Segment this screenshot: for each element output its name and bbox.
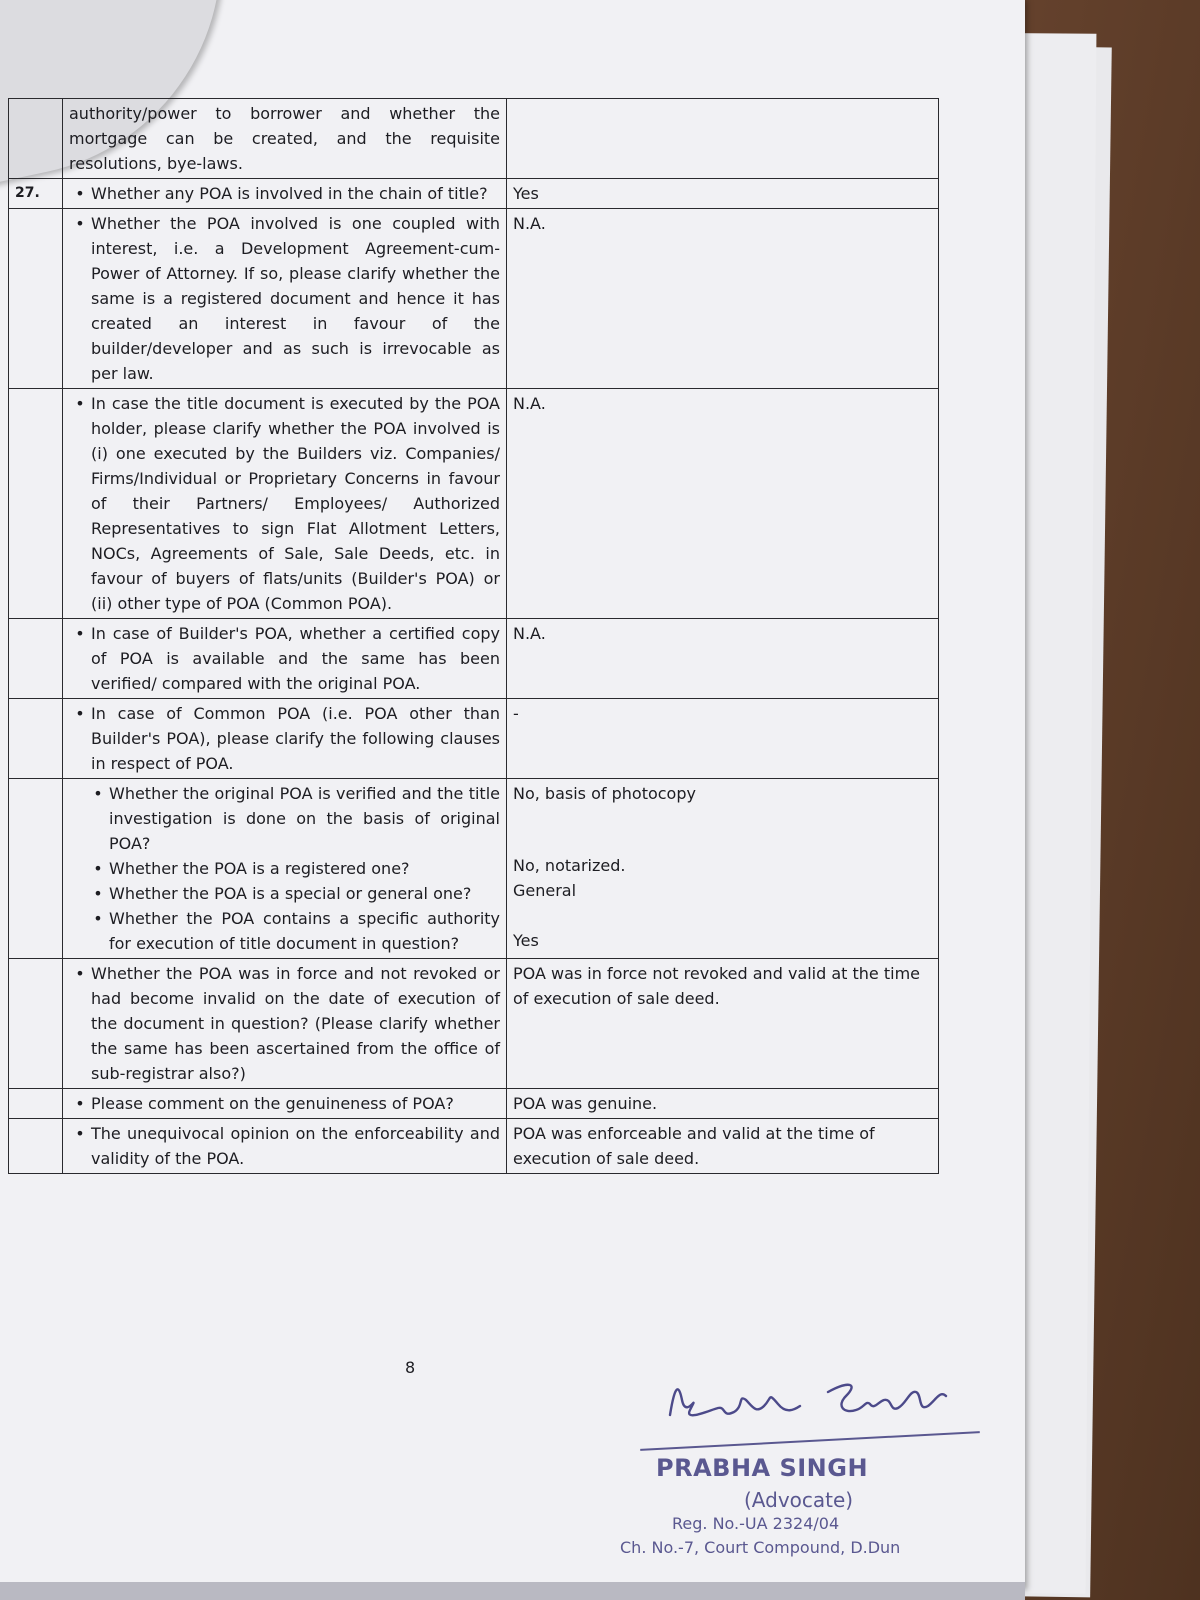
table-row: [9, 959, 939, 1089]
row-number: [9, 1089, 63, 1119]
bullet-icon: •: [75, 394, 85, 413]
sub-answer: Yes: [513, 931, 539, 950]
bullet-icon: •: [75, 184, 85, 203]
poa-checklist-table: [8, 98, 939, 1174]
answer-cell: -: [507, 699, 939, 779]
answer-cell: [507, 779, 939, 959]
row-number: [9, 99, 63, 179]
table-row: [9, 179, 939, 209]
row-number: [9, 209, 63, 389]
row-number: 27.: [9, 179, 63, 209]
question-cell: • Please comment on the genuineness of POA?: [63, 1089, 507, 1119]
stamp-name: PRABHA SINGH: [656, 1454, 869, 1482]
bullet-icon: •: [93, 859, 103, 878]
table-row: [9, 99, 939, 179]
answer-cell: N.A.: [507, 389, 939, 619]
bullet-icon: •: [93, 909, 103, 928]
signature-icon: [660, 1370, 960, 1440]
row-number: [9, 1119, 63, 1174]
bullet-icon: •: [75, 1124, 85, 1143]
question-cell: authority/power to borrower and whether the mortgage can be created, and the requisite resolutions, bye-laws.: [63, 99, 507, 179]
row-number: [9, 959, 63, 1089]
advocate-stamp: [620, 1370, 990, 1570]
page-below-edge: [0, 1582, 1025, 1600]
stamp-title: (Advocate): [744, 1488, 854, 1512]
answer-cell: POA was genuine.: [507, 1089, 939, 1119]
row-number: [9, 389, 63, 619]
bullet-icon: •: [75, 214, 85, 233]
sub-answer: General: [513, 881, 577, 900]
question-cell: • In case of Common POA (i.e. POA other than Builder's POA), please clarify the following clauses in respect of POA.: [63, 699, 507, 779]
question-cell: • The unequivocal opinion on the enforceability and validity of the POA.: [63, 1119, 507, 1174]
question-cell: • Whether the POA was in force and not revoked or had become invalid on the date of execution of the document in question? (Please clarify whether the same has been ascertained from the office of sub-registrar also?): [63, 959, 507, 1089]
stamp-registration: Reg. No.-UA 2324/04: [672, 1514, 840, 1533]
question-cell: • In case the title document is executed by the POA holder, please clarify whether the POA involved is (i) one executed by the Builders viz. Companies/ Firms/Individual or Proprietary Concerns in favour of their Partners/ Employees/ Authorized Representatives to sign Flat Allotment Letters, NOCs, Agreements of Sale, Sale Deeds, etc. in favour of buyers of flats/units (Builder's POA) or (ii) other type of POA (Common POA).: [63, 389, 507, 619]
stamp-address: Ch. No.-7, Court Compound, D.Dun: [620, 1538, 901, 1557]
question-cell: • Whether any POA is involved in the chain of title?: [63, 179, 507, 209]
table-row: [9, 619, 939, 699]
answer-cell: [507, 99, 939, 179]
row-number: [9, 779, 63, 959]
sub-answer: No, notarized.: [513, 856, 626, 875]
question-cell: • Whether the original POA is verified and the title investigation is done on the basis of original POA? • Whether the POA is a registered one? • Whether the POA is a special or general one? • Whether the POA contains a specific authority for execution of title document in question?: [63, 779, 507, 959]
answer-cell: N.A.: [507, 209, 939, 389]
answer-cell: POA was enforceable and valid at the time of execution of sale deed.: [507, 1119, 939, 1174]
bullet-icon: •: [75, 964, 85, 983]
bullet-icon: •: [75, 1094, 85, 1113]
table-row: [9, 389, 939, 619]
row-number: [9, 699, 63, 779]
answer-cell: Yes: [507, 179, 939, 209]
sub-answer: No, basis of photocopy: [513, 784, 696, 803]
bullet-icon: •: [93, 884, 103, 903]
question-cell: • In case of Builder's POA, whether a certified copy of POA is available and the same has been verified/ compared with the original POA.: [63, 619, 507, 699]
row-number: [9, 619, 63, 699]
bullet-icon: •: [93, 784, 103, 803]
question-cell: • Whether the POA involved is one coupled with interest, i.e. a Development Agreement-cum-Power of Attorney. If so, please clarify whether the same is a registered document and hence it has created an interest in favour of the builder/developer and as such is irrevocable as per law.: [63, 209, 507, 389]
table-row: [9, 209, 939, 389]
table-row: [9, 779, 939, 959]
page-number: 8: [405, 1358, 416, 1377]
bullet-icon: •: [75, 624, 85, 643]
bullet-icon: •: [75, 704, 85, 723]
table-row: [9, 1089, 939, 1119]
answer-cell: POA was in force not revoked and valid at the time of execution of sale deed.: [507, 959, 939, 1089]
answer-cell: N.A.: [507, 619, 939, 699]
table-row: [9, 1119, 939, 1174]
table-row: [9, 699, 939, 779]
